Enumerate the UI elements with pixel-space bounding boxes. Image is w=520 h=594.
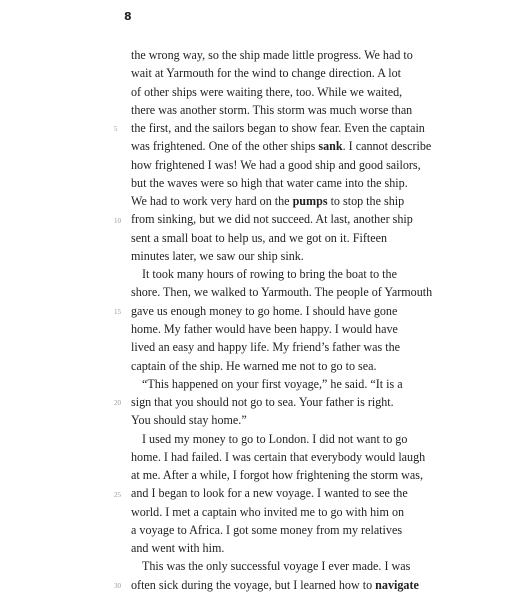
text-line: [131, 302, 398, 320]
text-line: [131, 247, 387, 265]
text-segment: but the waves were so high that water came into the ship.: [131, 175, 408, 190]
text-segment: the first, and the sailors began to show fear. Even the captain: [131, 121, 425, 136]
text-line: [131, 539, 387, 557]
text-segment: was frightened. One of the other ships: [131, 139, 319, 154]
text-segment: the wrong way, so the ship made little progress. We had to: [131, 48, 413, 62]
text-segment: and I began to look for a new voyage. I wanted to see the: [131, 486, 408, 501]
text-line: [131, 229, 387, 247]
text-segment: lived an easy and happy life. My friend’s father was the: [131, 340, 400, 355]
text-segment: home. My father would have been happy. I would have: [131, 321, 398, 336]
line-number: 15: [114, 307, 121, 316]
text-segment: and went with him.: [131, 541, 225, 556]
text-line: [131, 375, 403, 393]
text-segment: I used my money to go to London. I did not want to go: [142, 431, 408, 446]
text-line: [131, 192, 405, 210]
line-number: 5: [114, 125, 118, 134]
text-line: [131, 503, 405, 521]
text-line: [131, 137, 432, 155]
text-segment: of other ships were waiting there, too. While we waited,: [131, 84, 403, 99]
text-line: [131, 557, 411, 575]
text-segment: sent a small boat to help us, and we got on it. Fifteen: [131, 230, 387, 245]
line-number: 20: [114, 399, 121, 408]
body-text: [131, 46, 433, 594]
line-number: 30: [114, 582, 121, 591]
text-line: [131, 430, 408, 448]
text-line: [131, 64, 402, 82]
text-segment: This was the only successful voyage I ever made. I was: [142, 559, 411, 574]
text-line: [131, 320, 398, 338]
text-line: [131, 466, 423, 484]
text-line: [131, 46, 413, 64]
text-line: [131, 576, 419, 594]
line-number: 25: [114, 490, 121, 499]
text-segment: world. I met a captain who invited me to go with him on: [131, 504, 405, 519]
text-segment: at me. After a while, I forgot how frightening the storm was,: [131, 468, 423, 483]
text-segment: shore. Then, we walked to Yarmouth. The people of Yarmouth: [131, 285, 433, 300]
glossary-term: pumps: [292, 194, 328, 209]
text-segment: often sick during the voyage, but I learned how to: [131, 577, 376, 592]
text-segment: how frightened I was! We had a good ship and good sailors,: [131, 157, 421, 172]
text-segment: “This happened on your first voyage,” he said. “It is a: [142, 376, 403, 391]
text-line: [131, 448, 426, 466]
text-line: [131, 283, 433, 301]
text-segment: We had to work very hard on the: [131, 194, 293, 209]
text-segment: sign that you should not go to sea. Your father is right.: [131, 395, 394, 410]
text-segment: wait at Yarmouth for the wind to change direction. A lot: [131, 66, 402, 81]
text-segment: from sinking, but we did not succeed. At last, another ship: [131, 212, 413, 227]
text-line: [131, 83, 403, 101]
line-number: 10: [114, 216, 121, 225]
text-segment: You should stay home.”: [131, 413, 247, 428]
text-line: [131, 411, 387, 429]
text-segment: minutes later, we saw our ship sink.: [131, 248, 304, 263]
text-segment: gave us enough money to go home. I should have gone: [131, 303, 398, 318]
text-line: [131, 357, 387, 375]
text-segment: there was another storm. This storm was much worse than: [131, 102, 413, 117]
page-number: 8: [124, 10, 132, 23]
text-segment: captain of the ship. He warned me not to go to sea.: [131, 358, 377, 373]
text-segment: . I cannot describe: [342, 139, 432, 154]
text-line: [131, 521, 403, 539]
text-line: [131, 119, 425, 137]
text-segment: a voyage to Africa. I got some money from my relatives: [131, 522, 403, 537]
text-segment: to stop the ship: [327, 194, 405, 209]
text-segment: home. I had failed. I was certain that everybody would laugh: [131, 449, 426, 464]
text-line: [131, 174, 408, 192]
text-line: [131, 156, 421, 174]
text-line: [131, 210, 413, 228]
text-line: [131, 265, 397, 283]
text-line: [131, 101, 413, 119]
glossary-term: navigate: [375, 577, 419, 592]
text-line: [131, 484, 408, 502]
glossary-term: sank: [318, 139, 343, 154]
text-line: [131, 338, 400, 356]
text-line: [131, 393, 394, 411]
text-segment: It took many hours of rowing to bring the boat to the: [142, 267, 397, 282]
